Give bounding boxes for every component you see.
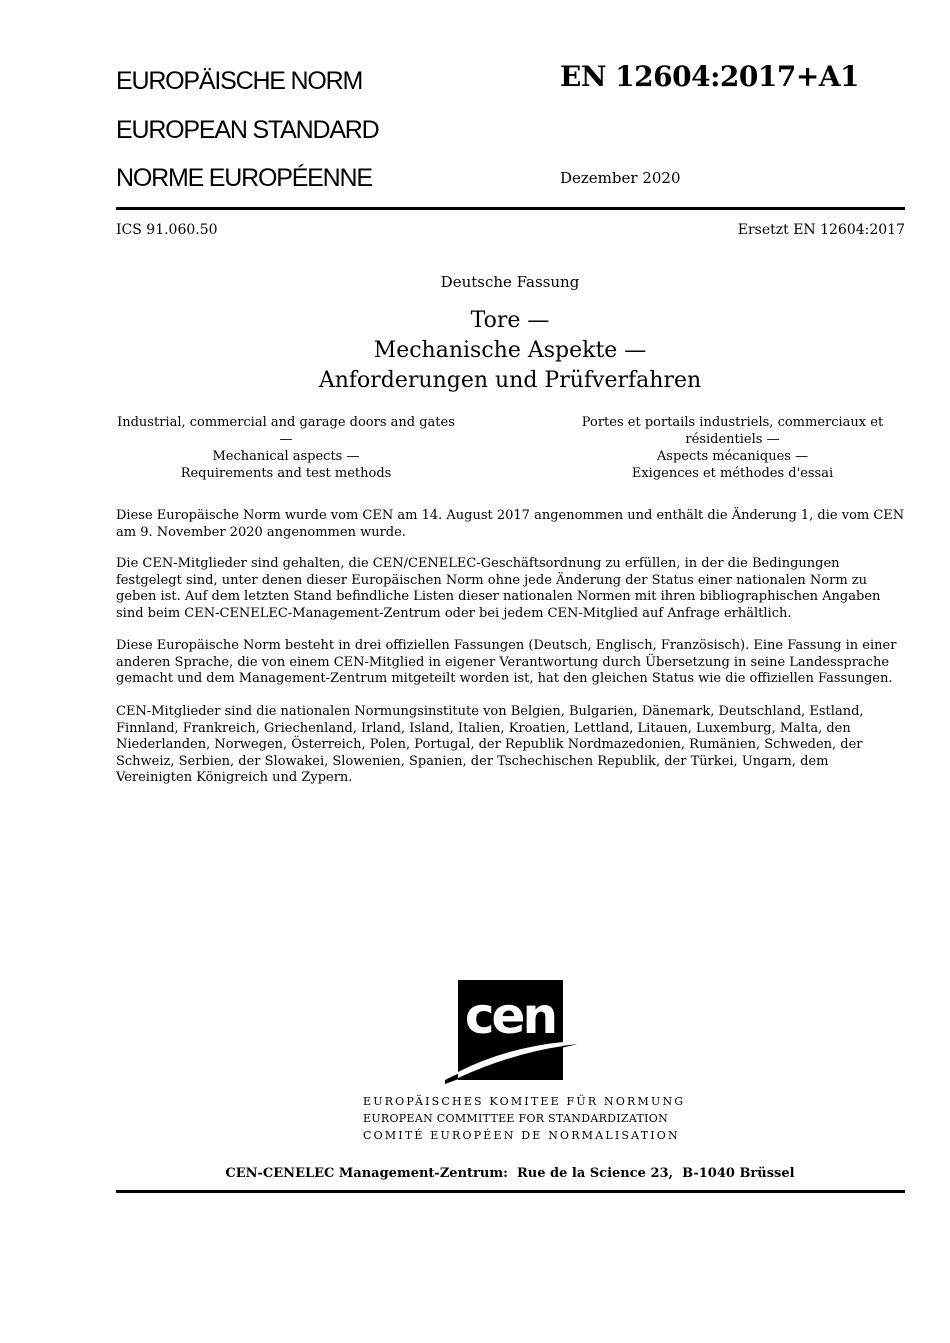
french-title-line: résidentiels — <box>685 432 780 447</box>
publication-date: Dezember 2020 <box>560 169 681 187</box>
replaces-note: Ersetzt EN 12604:2017 <box>737 222 905 238</box>
version-label: Deutsche Fassung <box>440 273 580 291</box>
bottom-divider <box>116 1190 905 1193</box>
official-versions-paragraph: Diese Europäische Norm besteht in drei offiziellen Fassungen (Deutsch, Englisch, Französisch). Eine Fassung in einer anderen Sprache, die von einem CEN-Mitglied in eigener Verantwortung durch Übersetzung in seine Landessprache gemacht und dem Management-Zentrum mitgeteilt worden ist, hat den gleichen Status wie die offiziellen Fassungen. <box>116 638 897 686</box>
ics-code: ICS 91.060.50 <box>116 222 218 238</box>
french-title-line: Portes et portails industriels, commerciaux et <box>581 415 884 430</box>
title-line: Tore — <box>470 308 550 333</box>
standard-type-en: EUROPEAN STANDARD <box>116 116 379 144</box>
committee-name-de: EUROPÄISCHES KOMITEE FÜR NORMUNG <box>363 1095 686 1108</box>
document-number: EN 12604:2017+A1 <box>560 60 860 93</box>
french-title-line: Exigences et méthodes d'essai <box>631 466 834 481</box>
document-title <box>0 306 950 396</box>
logo-text: cen <box>464 987 556 1045</box>
english-title-line: Mechanical aspects — <box>212 449 360 464</box>
french-title-line: Aspects mécaniques — <box>656 449 809 464</box>
english-title-line: Industrial, commercial and garage doors and gates — <box>117 415 455 447</box>
committee-name-fr: COMITÉ EUROPÉEN DE NORMALISATION <box>363 1129 680 1142</box>
committee-names <box>363 1093 685 1144</box>
standard-type-de: EUROPÄISCHE NORM <box>116 67 363 95</box>
title-line: Mechanische Aspekte — <box>373 338 647 363</box>
english-title-line: Requirements and test methods <box>180 466 392 481</box>
members-list-paragraph: CEN-Mitglieder sind die nationalen Normungsinstitute von Belgien, Bulgarien, Dänemark, Deutschland, Estland, Finnland, Frankreich, Griechenland, Irland, Island, Italien, Kroatien, Lettland, Litauen, Luxemburg, Malta, den Niederlanden, Norwegen, Österreich, Polen, Portugal, der Republik Nordmazedonien, Rumänien, Schweden, der Schweiz, Serbien, der Slowakei, Slowenien, Spanien, der Tschechischen Republik, der Türkei, Ungarn, dem Vereinigten Königreich und Zypern. <box>116 704 864 785</box>
french-title <box>560 414 905 482</box>
standard-type-fr: NORME EUROPÉENNE <box>116 164 372 192</box>
members-obligation-paragraph: Die CEN-Mitglieder sind gehalten, die CEN/CENELEC-Geschäftsordnung zu erfüllen, in der die Bedingungen festgelegt sind, unter denen dieser Europäischen Norm ohne jede Änderung der Status einer nationalen Norm zu geben ist. Auf dem letzten Stand befindliche Listen dieser nationalen Normen mit ihren bibliographischen Angaben sind beim CEN-CENELEC-Management-Zentrum oder bei jedem CEN-Mitglied auf Anfrage erhältlich. <box>116 556 881 621</box>
english-title <box>116 414 456 482</box>
cen-logo-icon <box>445 980 580 1085</box>
top-divider <box>116 207 905 210</box>
committee-name-en: EUROPEAN COMMITTEE FOR STANDARDIZATION <box>363 1112 669 1125</box>
title-line: Anforderungen und Prüfverfahren <box>318 368 702 393</box>
adoption-paragraph: Diese Europäische Norm wurde vom CEN am 14. August 2017 angenommen und enthält die Änderung 1, die vom CEN am 9. November 2020 angenommen wurde. <box>116 508 905 540</box>
management-centre-address: CEN-CENELEC Management-Zentrum: Rue de la Science 23, B-1040 Brüssel <box>225 1166 795 1181</box>
